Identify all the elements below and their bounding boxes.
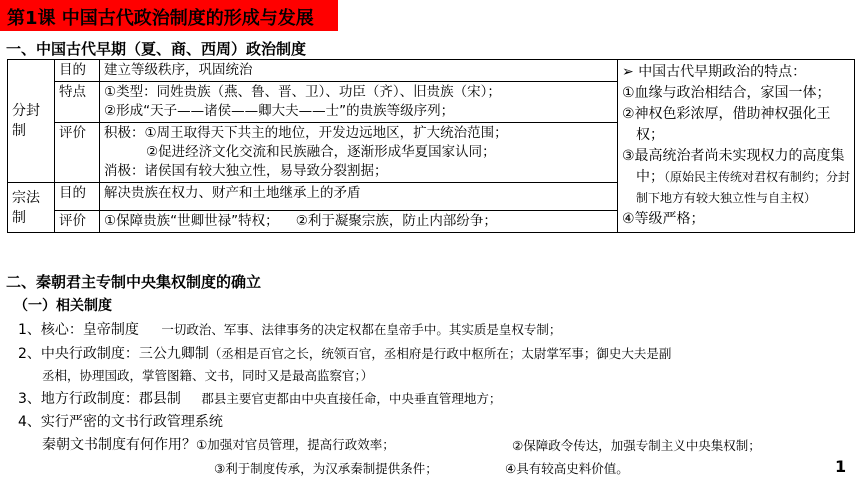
row-label: 目的 bbox=[55, 183, 100, 211]
early-politics-table bbox=[7, 59, 855, 233]
feature-note: （原始民主传统对君权有制约；分封制下地方有较大独立性与自主权） bbox=[636, 170, 851, 205]
item-2-continued: 丞相，协理国政，掌管图籍、文书，同时又是最高监察官；） bbox=[42, 368, 374, 383]
answer-item: ①加强对官员管理，提高行政效率； bbox=[196, 437, 395, 452]
item-label: 1、核心：皇帝制度 bbox=[18, 322, 139, 338]
feature-text: ③最高统治者尚未实现权力的高度集中； bbox=[622, 148, 845, 185]
content-line: ①类型：同姓贵族（燕、鲁、晋、卫）、功臣（齐）、旧贵族（宋）； bbox=[104, 84, 501, 100]
question-text: 秦朝文书制度有何作用？ bbox=[42, 437, 196, 453]
content-line: 消极：诸侯国有较大独立性，易导致分裂割据； bbox=[104, 163, 388, 179]
content-line: ②促进经济文化交流和民族融合，逐渐形成华夏国家认同； bbox=[146, 144, 496, 160]
row-content bbox=[100, 183, 618, 211]
item-text: 郡县主要官吏都由中央直接任命，中央垂直管理地方； bbox=[201, 391, 502, 406]
item-label: 2、中央行政制度：三公九卿制 bbox=[18, 346, 209, 362]
section2-subheading: （一）相关制度 bbox=[14, 298, 112, 314]
item-text: （丞相是百官之长，统领百官，丞相府是行政中枢所在；太尉掌军事；御史大夫是副 bbox=[208, 346, 672, 361]
section1-heading: 一、中国古代早期（夏、商、西周）政治制度 bbox=[6, 40, 307, 58]
row-label: 评价 bbox=[55, 123, 100, 183]
feature-item bbox=[622, 146, 850, 209]
item-2 bbox=[18, 343, 671, 363]
row-content bbox=[100, 60, 618, 82]
question-line bbox=[42, 434, 395, 454]
row-content bbox=[100, 123, 618, 183]
row-label: 目的 bbox=[55, 60, 100, 82]
features-heading: ➢ 中国古代早期政治的特点： bbox=[622, 64, 807, 80]
content-line: ②形成“天子——诸侯——卿大夫——士”的贵族等级序列； bbox=[104, 103, 455, 119]
fenfeng-name: 分封制 bbox=[8, 60, 55, 183]
content-line: 积极：①周王取得天下共主的地位，开发边远地区，扩大统治范围； bbox=[104, 125, 508, 141]
features-cell bbox=[618, 60, 855, 233]
feature-item: ②神权色彩浓厚，借助神权强化王权； bbox=[622, 106, 831, 143]
content-line: 解决贵族在权力、财产和土地继承上的矛盾 bbox=[104, 185, 361, 201]
features-heading-text: 中国古代早期政治的特点： bbox=[638, 64, 807, 80]
section2-heading: 二、秦朝君主专制中央集权制度的确立 bbox=[6, 273, 262, 291]
row-content bbox=[100, 211, 618, 233]
content-line: 建立等级秩序，巩固统治 bbox=[104, 62, 253, 78]
item-1 bbox=[18, 319, 561, 339]
feature-item: ④等级严格； bbox=[622, 211, 705, 227]
row-label: 特点 bbox=[55, 82, 100, 123]
item-3 bbox=[18, 388, 501, 408]
feature-item: ①血缘与政治相结合，家国一体； bbox=[622, 85, 831, 101]
row-content bbox=[100, 82, 618, 123]
answer-item: ④具有较高史料价值。 bbox=[505, 461, 629, 476]
page-number: 1 bbox=[835, 457, 847, 476]
row-label: 评价 bbox=[55, 211, 100, 233]
item-text: 一切政治、军事、法律事务的决定权都在皇帝手中。其实质是皇权专制； bbox=[161, 322, 562, 337]
content-line: ①保障贵族“世卿世禄”特权； ②利于凝聚宗族，防止内部纷争； bbox=[104, 213, 497, 229]
item-label: 3、地方行政制度：郡县制 bbox=[18, 391, 181, 407]
answer-item: ③利于制度传承，为汉承秦制提供条件； bbox=[214, 461, 438, 476]
lesson-title-bar bbox=[0, 0, 338, 31]
table-row bbox=[8, 60, 855, 82]
answer-item: ②保障政令传达，加强专制主义中央集权制； bbox=[512, 438, 761, 453]
lesson-title: 第1课 中国古代政治制度的形成与发展 bbox=[7, 8, 314, 29]
zongfa-name: 宗法制 bbox=[8, 183, 55, 233]
item-4: 4、实行严密的文书行政管理系统 bbox=[18, 414, 223, 430]
